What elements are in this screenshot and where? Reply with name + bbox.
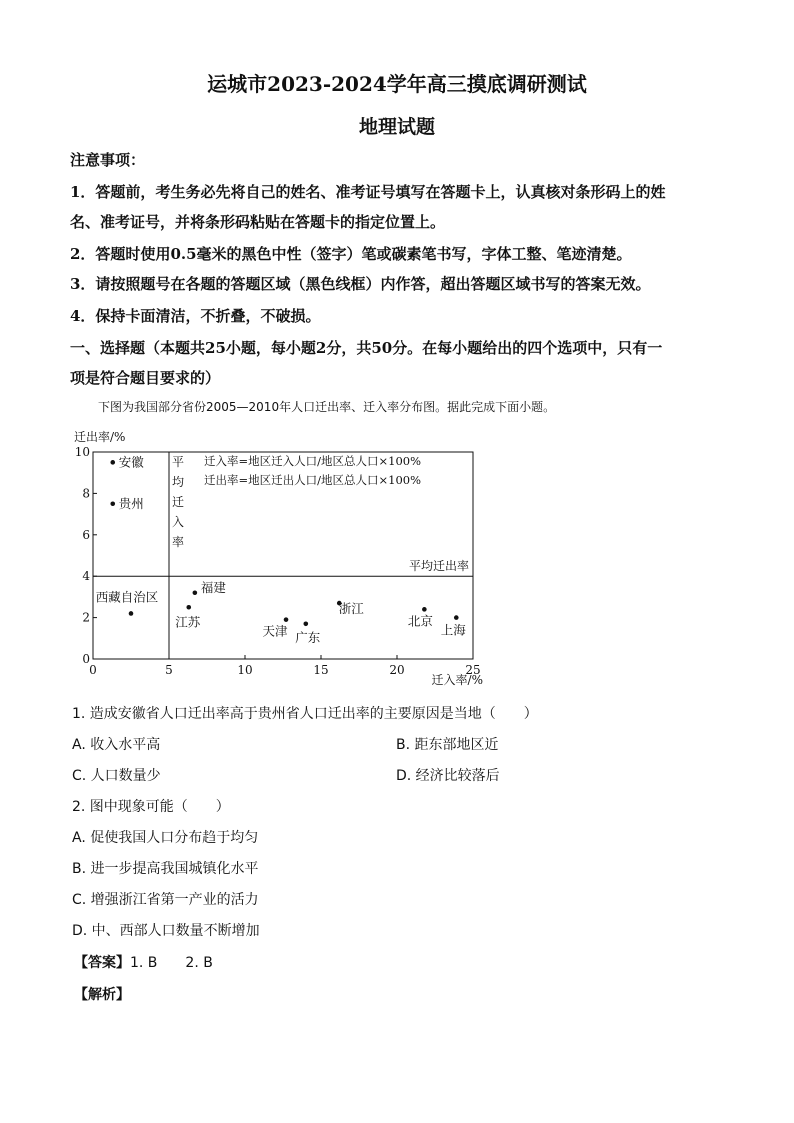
y-tick-label: 10 [74,445,90,459]
data-point-label: 福建 [200,579,226,595]
x-tick-label: 20 [389,663,405,677]
avg-in-rate-label-char: 入 [172,515,185,529]
q1-option-a: A. 收入水平高 [72,737,161,753]
data-point [193,590,198,595]
data-point-label: 北京 [407,613,433,629]
data-point [129,611,134,616]
answer-line [74,952,213,972]
answer-text: 1. B 2. B [130,955,213,971]
avg-out-rate-label: 平均迁出率 [408,559,469,574]
data-point [304,622,309,627]
y-tick-label: 2 [82,610,90,625]
x-tick-label: 0 [89,663,97,677]
note-line-3: 2．答题时使用0.5毫米的黑色中性（签字）笔或碳素笔书写，字体工整、笔迹清楚。 [70,245,632,263]
section-heading-line-1: 一、选择题（本题共25小题，每小题2分，共50分。在每小题给出的四个选项中，只有一 [70,339,663,357]
y-tick-label: 0 [82,652,90,666]
x-tick-label: 5 [165,663,173,677]
data-point [110,460,115,465]
q1-option-d: D. 经济比较落后 [396,768,500,784]
data-point [422,607,427,612]
note-line-1: 1．答题前，考生务必先将自己的姓名、准考证号填写在答题卡上，认真核对条形码上的姓 [70,183,666,201]
y-axis-label: 迁出率/% [74,430,126,444]
avg-in-rate-label-char: 率 [172,535,185,549]
analysis-tag: 【解析】 [74,987,130,1003]
data-point [186,605,191,610]
avg-in-rate-label-char: 平 [172,455,185,469]
data-point-label: 江苏 [175,614,201,630]
x-tick-label: 10 [237,663,253,677]
data-point-label: 贵州 [118,495,144,511]
note-line-4: 3．请按照题号在各题的答题区域（黑色线框）内作答，超出答题区域书写的答案无效。 [70,275,651,293]
formula-in-rate: 迁入率=地区迁入人口/地区总人口×100% [204,454,422,468]
data-point-label: 安徽 [118,454,144,470]
avg-in-rate-label-char: 迁 [172,495,185,509]
answer-tag: 【答案】 [74,955,130,971]
data-point [284,617,289,622]
exam-title: 运城市2023-2024学年高三摸底调研测试 [207,72,587,96]
q1-stem: 1. 造成安徽省人口迁出率高于贵州省人口迁出率的主要原因是当地（ ） [72,706,538,722]
avg-in-rate-label-char: 均 [172,475,185,489]
note-line-2: 名、准考证号，并将条形码粘贴在答题卡的指定位置上。 [70,213,446,231]
data-point [110,501,115,506]
q1-option-c: C. 人口数量少 [72,768,161,784]
data-point-label: 西藏自治区 [95,589,159,605]
y-tick-label: 4 [82,569,90,584]
x-tick-label: 15 [313,663,329,677]
data-point-label: 广东 [295,629,321,645]
q2-stem: 2. 图中现象可能（ ） [72,799,230,815]
section-heading-line-2: 项是符合题目要求的） [70,369,221,387]
x-tick-label: 25 [465,663,481,677]
data-point-label: 上海 [440,622,466,638]
q2-option-a: A. 促使我国人口分布趋于均匀 [72,830,259,846]
question-intro: 下图为我国部分省份2005—2010年人口迁出率、迁入率分布图。据此完成下面小题。 [98,400,556,414]
exam-subtitle: 地理试题 [358,116,435,138]
formula-out-rate: 迁出率=地区迁出人口/地区总人口×100% [204,473,422,487]
q2-option-d: D. 中、西部人口数量不断增加 [72,923,260,939]
x-axis-label: 迁入率/% [431,673,483,687]
y-tick-label: 6 [82,527,90,542]
q2-option-b: B. 进一步提高我国城镇化水平 [72,861,259,877]
data-point-label: 天津 [262,623,288,639]
y-tick-label: 8 [82,486,90,501]
data-point-label: 浙江 [338,601,364,617]
q2-option-c: C. 增强浙江省第一产业的活力 [72,892,259,908]
q1-option-b: B. 距东部地区近 [396,737,499,753]
migration-scatter-chart [70,425,490,690]
notes-heading: 注意事项： [70,151,146,169]
data-point [454,615,459,620]
note-line-5: 4．保持卡面清洁，不折叠，不破损。 [70,307,321,325]
